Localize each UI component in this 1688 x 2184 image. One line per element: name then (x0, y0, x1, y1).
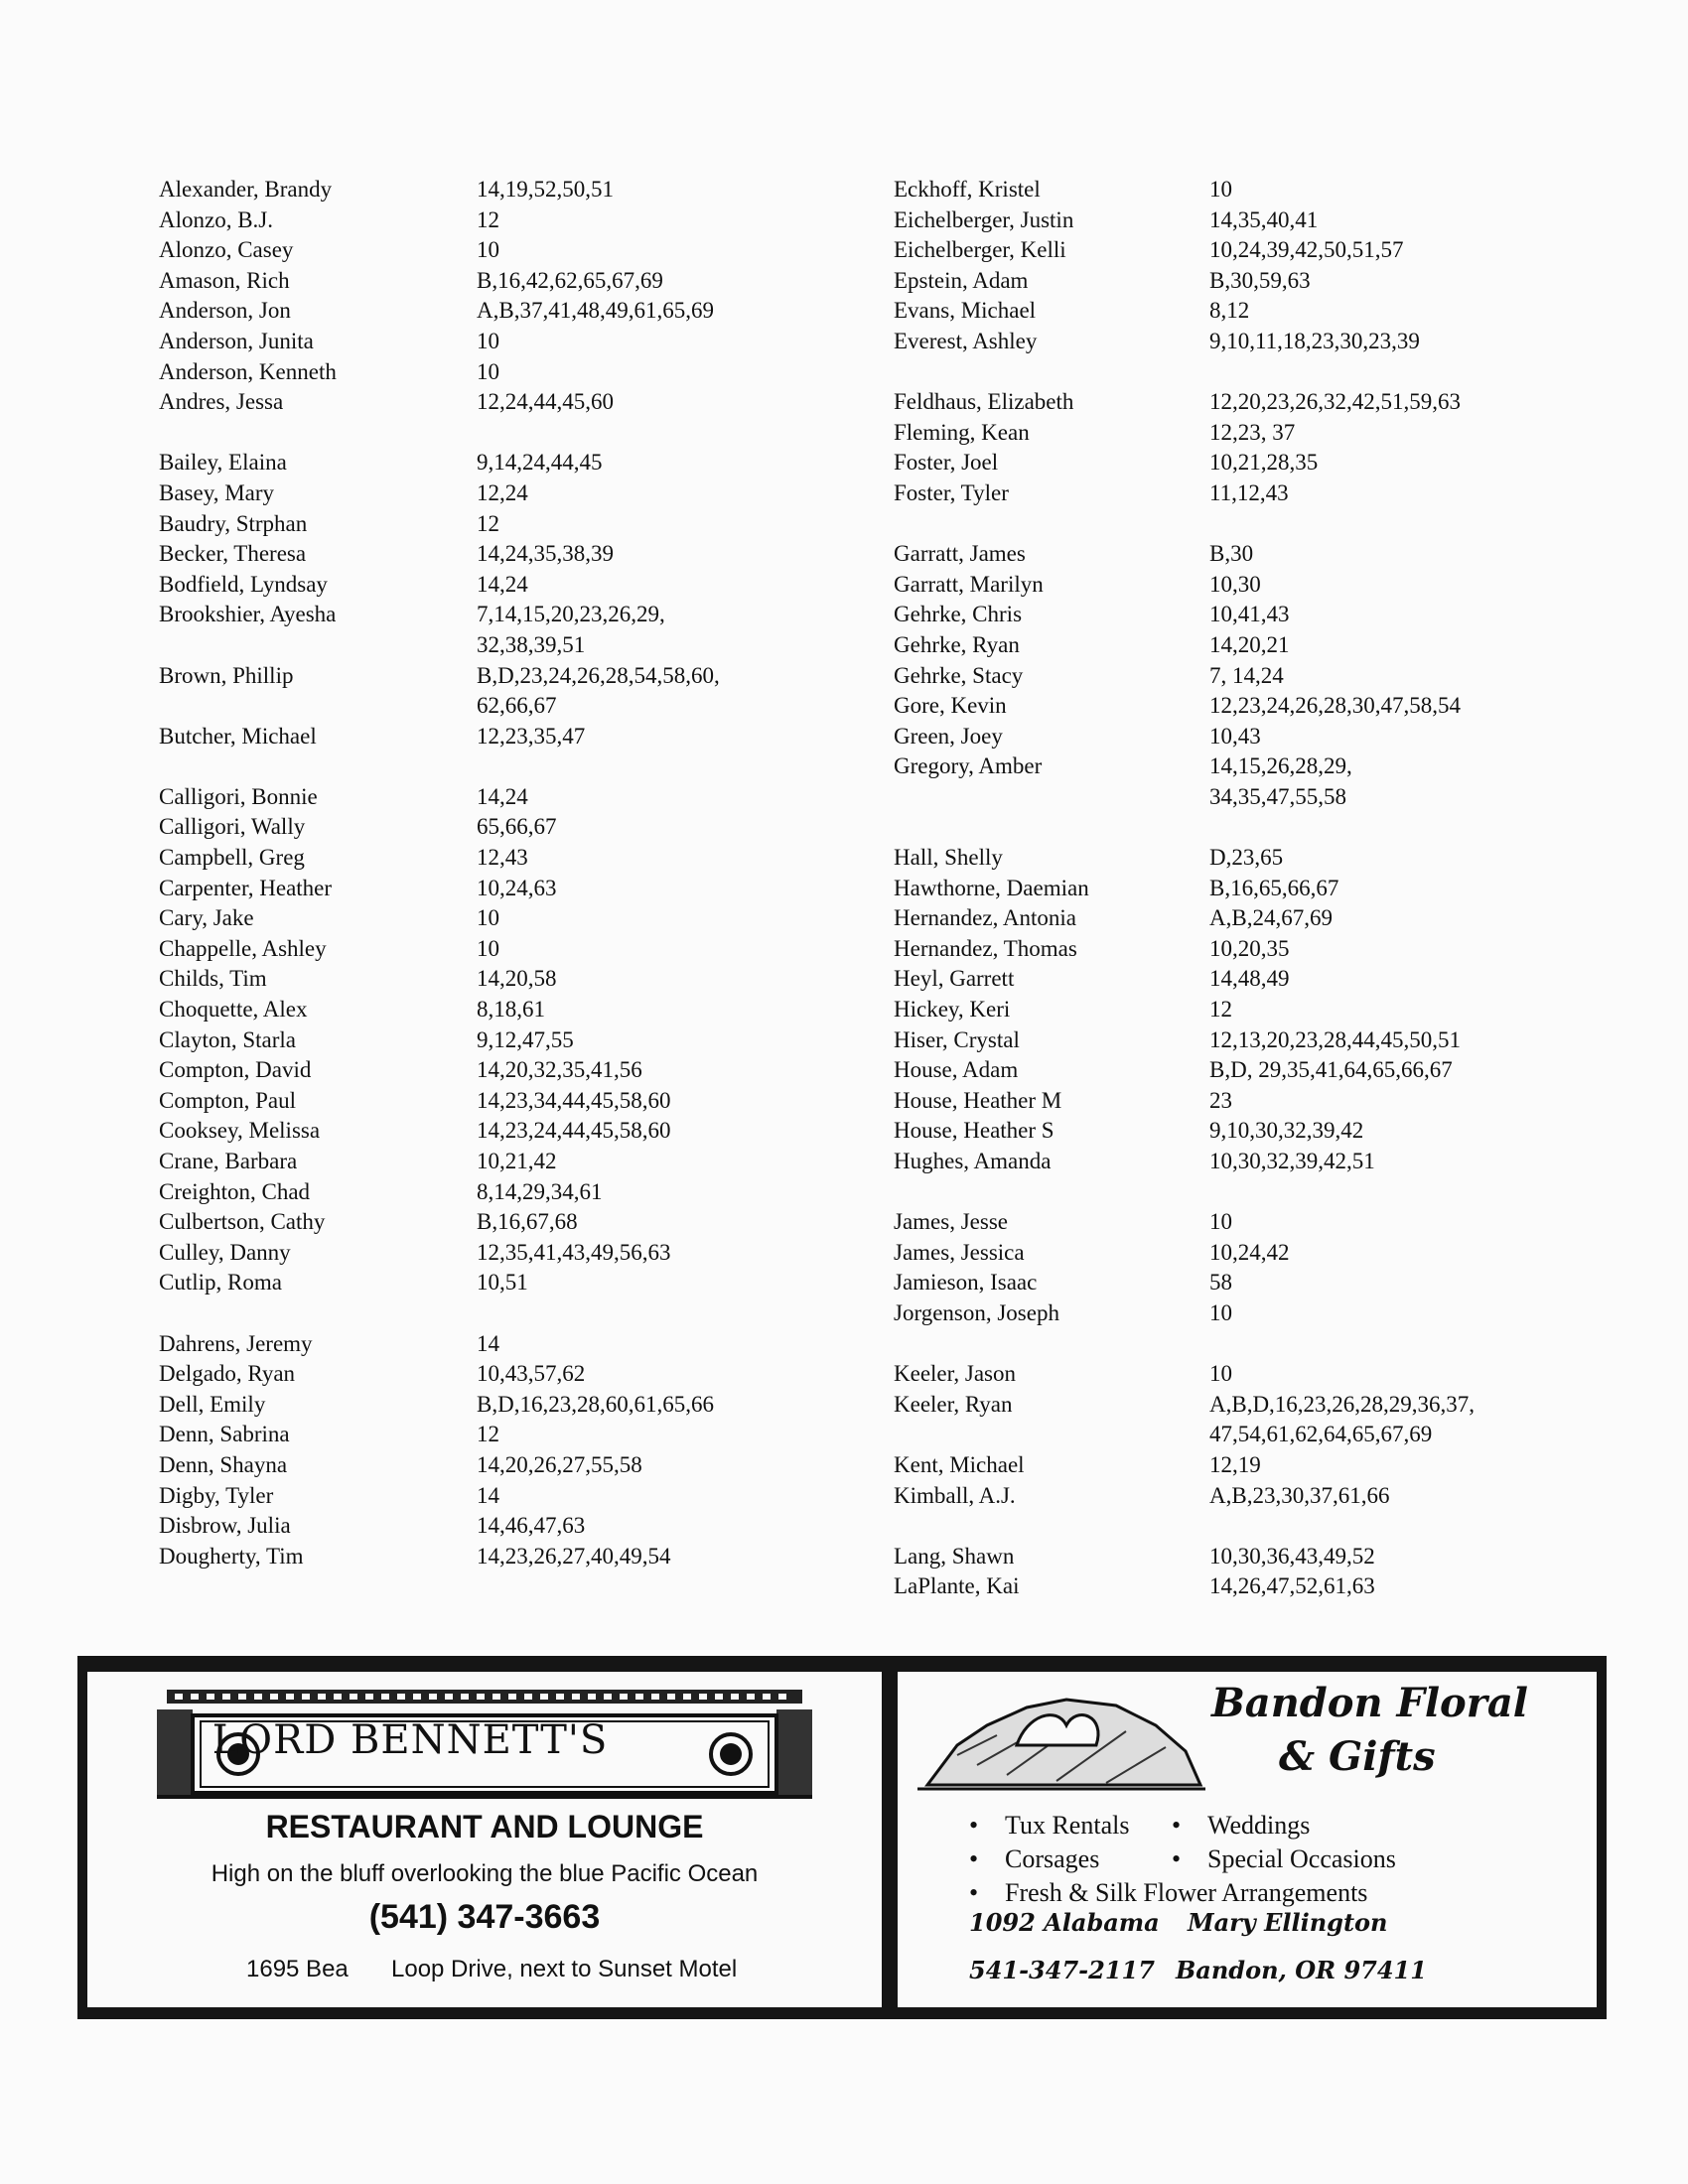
student-row (159, 539, 854, 570)
bullet-icon: • (1172, 1844, 1182, 1873)
student-row (894, 1086, 1609, 1117)
student-row (159, 1450, 854, 1481)
student-classes: 14,23,34,44,45,58,60 (477, 1087, 671, 1113)
student-row (894, 1481, 1609, 1512)
student-classes: 12,24 (477, 479, 528, 505)
student-name: Choquette, Alex (159, 997, 308, 1023)
student-row (159, 1420, 854, 1450)
student-name: Gore, Kevin (894, 693, 1007, 719)
student-row (159, 509, 854, 540)
student-name: Delgado, Ryan (159, 1361, 296, 1387)
student-classes: 10,21,42 (477, 1149, 557, 1173)
student-name: Clayton, Starla (159, 1026, 296, 1052)
student-name: Garratt, Marilyn (894, 571, 1044, 597)
student-row (894, 1268, 1609, 1298)
student-row (894, 1147, 1609, 1177)
student-name: Heyl, Garrett (894, 966, 1015, 992)
student-classes: 10 (477, 237, 499, 263)
student-classes: 10,24,42 (1209, 1239, 1290, 1265)
student-name: Amason, Rich (159, 267, 290, 293)
student-row (894, 1359, 1609, 1390)
student-classes: 62,66,67 (477, 693, 557, 719)
advertisement-band (77, 1656, 1607, 2019)
restaurant-phone: (541) 347-3663 (368, 1898, 601, 1936)
student-row (894, 1055, 1609, 1086)
student-classes: 12,13,20,23,28,44,45,50,51 (1209, 1026, 1461, 1052)
student-classes: B,16,42,62,65,67,69 (477, 267, 663, 293)
student-classes: 12,23, 37 (1209, 419, 1296, 445)
student-name: Crane, Barbara (159, 1149, 298, 1173)
student-classes: 14,24 (477, 783, 528, 809)
student-classes: 65,66,67 (477, 814, 557, 840)
student-row (159, 661, 854, 692)
service-item: • Special Occasions (1172, 1844, 1396, 1873)
section-gap (894, 357, 1609, 388)
student-row (159, 175, 854, 205)
student-name: Culley, Danny (159, 1239, 291, 1265)
student-row (894, 327, 1609, 357)
florist-name-line2: & Gifts (1279, 1733, 1436, 1780)
student-classes: 10,30,32,39,42,51 (1209, 1149, 1375, 1173)
student-classes: 14,46,47,63 (477, 1513, 586, 1539)
student-classes: 10 (477, 328, 499, 353)
restaurant-address-part2: Loop Drive, next to Sunset Motel (391, 1956, 738, 1982)
student-row (159, 327, 854, 357)
student-classes: 14,20,26,27,55,58 (477, 1451, 642, 1477)
student-row (894, 1571, 1609, 1602)
student-row (159, 1025, 854, 1056)
section-gap (159, 751, 854, 782)
student-classes: 14,24 (477, 571, 528, 597)
student-row (894, 843, 1609, 874)
student-row (159, 812, 854, 843)
bullet-icon: • (969, 1878, 979, 1907)
student-name: Creighton, Chad (159, 1178, 311, 1204)
student-name: James, Jesse (894, 1209, 1008, 1235)
student-name: Kent, Michael (894, 1451, 1025, 1477)
student-classes: 14,15,26,28,29, (1209, 753, 1352, 779)
student-row (159, 934, 854, 965)
student-classes: 9,10,11,18,23,30,23,39 (1209, 328, 1420, 353)
student-classes: 10 (477, 905, 499, 931)
student-name: Baudry, Strphan (159, 510, 308, 536)
student-name: Fleming, Kean (894, 419, 1030, 445)
student-name: Campbell, Greg (159, 845, 305, 871)
student-name: Foster, Joel (894, 450, 999, 476)
student-row (159, 387, 854, 418)
student-classes: 34,35,47,55,58 (1209, 783, 1346, 809)
student-name: Evans, Michael (894, 298, 1037, 324)
student-row (894, 1238, 1609, 1269)
student-classes: 14,35,40,41 (1209, 206, 1319, 232)
student-row (159, 357, 854, 388)
student-row (894, 1025, 1609, 1056)
student-row (159, 964, 854, 995)
student-row (159, 266, 854, 297)
student-classes: 7, 14,24 (1209, 662, 1284, 688)
section-gap (894, 1177, 1609, 1208)
student-row (159, 1268, 854, 1298)
student-name: Denn, Shayna (159, 1451, 288, 1477)
floral-rock-illustration (917, 1686, 1205, 1793)
student-classes: 10 (477, 935, 499, 961)
student-name: Green, Joey (894, 723, 1003, 749)
student-classes: 10,41,43 (1209, 602, 1290, 627)
student-name: Anderson, Jon (159, 298, 291, 324)
student-name: Gehrke, Stacy (894, 662, 1024, 688)
student-name: Alonzo, B.J. (159, 206, 273, 232)
student-name: Dougherty, Tim (159, 1543, 304, 1569)
student-row (159, 1238, 854, 1269)
student-row (159, 691, 854, 722)
student-name: Carpenter, Heather (159, 875, 333, 900)
student-classes: A,B,D,16,23,26,28,29,36,37, (1209, 1391, 1476, 1417)
student-name: Gehrke, Chris (894, 602, 1023, 627)
student-name: Cary, Jake (159, 905, 254, 931)
student-row (894, 964, 1609, 995)
student-classes: 7,14,15,20,23,26,29, (477, 602, 665, 627)
student-name: Hiser, Crystal (894, 1026, 1020, 1052)
student-name: Keeler, Jason (894, 1361, 1016, 1387)
student-name: Cooksey, Melissa (159, 1118, 321, 1144)
student-name: Andres, Jessa (159, 389, 284, 415)
student-name: House, Heather M (894, 1087, 1062, 1113)
student-name: Keeler, Ryan (894, 1391, 1013, 1417)
student-row (894, 175, 1609, 205)
student-name: Brookshier, Ayesha (159, 602, 337, 627)
student-row (159, 570, 854, 601)
student-name: Hernandez, Antonia (894, 905, 1076, 931)
student-row (159, 1481, 854, 1512)
student-classes: 14,24,35,38,39 (477, 541, 614, 567)
student-classes: 14,20,32,35,41,56 (477, 1057, 642, 1083)
student-name: Hughes, Amanda (894, 1149, 1052, 1173)
student-classes: 10,43,57,62 (477, 1361, 586, 1387)
student-classes: 10 (1209, 177, 1232, 202)
student-row (894, 903, 1609, 934)
student-row (894, 1450, 1609, 1481)
student-row (894, 570, 1609, 601)
student-classes: 58 (1209, 1270, 1232, 1296)
restaurant-address-part1: 1695 Bea (246, 1956, 349, 1982)
student-name: LaPlante, Kai (894, 1573, 1020, 1599)
service-item: • Weddings (1172, 1811, 1311, 1840)
student-classes: 10,30,36,43,49,52 (1209, 1543, 1375, 1569)
student-name: House, Heather S (894, 1118, 1055, 1144)
student-name: House, Adam (894, 1057, 1019, 1083)
student-classes: 14,26,47,52,61,63 (1209, 1573, 1375, 1599)
student-name: Lang, Shawn (894, 1543, 1015, 1569)
student-name: Anderson, Junita (159, 328, 314, 353)
student-classes: 14 (477, 1330, 499, 1356)
student-classes: 14,23,26,27,40,49,54 (477, 1543, 671, 1569)
student-name: Eckhoff, Kristel (894, 177, 1041, 202)
student-classes: 12 (1209, 997, 1232, 1023)
student-name: Bailey, Elaina (159, 450, 287, 476)
student-row (159, 1055, 854, 1086)
student-name: Alexander, Brandy (159, 177, 333, 202)
ad-bandon-floral (898, 1672, 1597, 2007)
bullet-icon: • (969, 1844, 979, 1873)
student-classes: 8,18,61 (477, 997, 545, 1023)
student-classes: 9,14,24,44,45 (477, 450, 603, 476)
student-row (159, 235, 854, 266)
student-name: Jorgenson, Joseph (894, 1299, 1059, 1325)
student-classes: 12,24,44,45,60 (477, 389, 614, 415)
florist-phone: 541-347-2117 (969, 1956, 1155, 1984)
student-classes: B,16,67,68 (477, 1209, 578, 1235)
student-row (894, 722, 1609, 752)
student-classes: 10,20,35 (1209, 935, 1290, 961)
student-name: Eichelberger, Kelli (894, 237, 1066, 263)
student-row (159, 1207, 854, 1238)
student-classes: 10 (1209, 1299, 1232, 1325)
restaurant-tagline: High on the bluff overlooking the blue Pacific Ocean (211, 1860, 759, 1887)
student-row (894, 1390, 1609, 1421)
student-name: Denn, Sabrina (159, 1422, 290, 1447)
student-name: Kimball, A.J. (894, 1482, 1016, 1508)
student-classes: 11,12,43 (1209, 479, 1289, 505)
student-name: Foster, Tyler (894, 479, 1009, 505)
student-row (159, 1359, 854, 1390)
student-row (159, 1116, 854, 1147)
student-row (159, 296, 854, 327)
student-name (159, 691, 477, 722)
student-row (894, 1542, 1609, 1572)
student-row (894, 1420, 1609, 1450)
student-name: Digby, Tyler (159, 1482, 274, 1508)
student-name: Childs, Tim (159, 966, 267, 992)
student-classes: 12 (477, 510, 499, 536)
student-classes: 10 (1209, 1361, 1232, 1387)
student-name: Basey, Mary (159, 479, 275, 505)
student-classes: A,B,23,30,37,61,66 (1209, 1482, 1390, 1508)
student-name: Gehrke, Ryan (894, 631, 1020, 657)
student-classes: 9,12,47,55 (477, 1026, 574, 1052)
student-row (159, 1147, 854, 1177)
student-row (159, 1329, 854, 1360)
student-name (894, 782, 1209, 813)
student-classes: A,B,24,67,69 (1209, 905, 1333, 931)
student-name: Butcher, Michael (159, 723, 317, 749)
student-classes: 12,43 (477, 845, 528, 871)
student-row (159, 205, 854, 236)
student-classes: 12,35,41,43,49,56,63 (477, 1239, 671, 1265)
student-classes: D,23,65 (1209, 845, 1284, 871)
student-name: Anderson, Kenneth (159, 358, 337, 384)
students-column-left (159, 175, 854, 1571)
florist-owner: Mary Ellington (1188, 1908, 1388, 1937)
bullet-icon: • (969, 1811, 979, 1840)
section-gap (894, 812, 1609, 843)
student-classes: 10,24,63 (477, 875, 557, 900)
student-name: Jamieson, Isaac (894, 1270, 1038, 1296)
student-row (894, 630, 1609, 661)
student-row (894, 874, 1609, 904)
section-gap (894, 1329, 1609, 1360)
student-name: Compton, David (159, 1057, 312, 1083)
student-classes: 10,21,28,35 (1209, 450, 1319, 476)
student-name: Calligori, Wally (159, 814, 306, 840)
student-classes: B,D, 29,35,41,64,65,66,67 (1209, 1057, 1453, 1083)
student-classes: 12 (477, 1422, 499, 1447)
student-row (894, 1116, 1609, 1147)
student-classes: B,30,59,63 (1209, 267, 1311, 293)
student-classes: A,B,37,41,48,49,61,65,69 (477, 298, 714, 324)
student-row (894, 478, 1609, 509)
student-name: Culbertson, Cathy (159, 1209, 326, 1235)
section-gap (894, 509, 1609, 540)
student-classes: B,D,16,23,28,60,61,65,66 (477, 1391, 714, 1417)
student-classes: 8,12 (1209, 298, 1250, 324)
student-row (159, 1086, 854, 1117)
student-row (894, 934, 1609, 965)
student-name: Epstein, Adam (894, 267, 1029, 293)
section-gap (894, 1511, 1609, 1542)
student-row (894, 296, 1609, 327)
student-row (159, 1511, 854, 1542)
service-item: • Tux Rentals (969, 1811, 1130, 1840)
student-row (159, 782, 854, 813)
student-name: Alonzo, Casey (159, 237, 294, 263)
student-classes: 32,38,39,51 (477, 631, 586, 657)
student-name: Brown, Phillip (159, 662, 294, 688)
student-name: Bodfield, Lyndsay (159, 571, 328, 597)
section-gap (159, 1298, 854, 1329)
student-name: Everest, Ashley (894, 328, 1038, 353)
restaurant-name: LORD BENNETT'S (211, 1717, 609, 1763)
student-name: Hernandez, Thomas (894, 935, 1077, 961)
student-name: Dahrens, Jeremy (159, 1330, 313, 1356)
student-name: Dell, Emily (159, 1391, 266, 1417)
student-classes: 8,14,29,34,61 (477, 1178, 603, 1204)
student-name: Hickey, Keri (894, 997, 1011, 1023)
student-name: Feldhaus, Elizabeth (894, 389, 1074, 415)
student-row (894, 448, 1609, 478)
student-row (894, 235, 1609, 266)
student-classes: 10,51 (477, 1270, 528, 1296)
student-name: Chappelle, Ashley (159, 935, 327, 961)
student-row (894, 205, 1609, 236)
student-classes: 47,54,61,62,64,65,67,69 (1209, 1422, 1433, 1447)
florist-city: Bandon, OR 97411 (1176, 1956, 1427, 1984)
student-row (159, 1390, 854, 1421)
section-gap (159, 418, 854, 449)
student-classes: 12,19 (1209, 1451, 1261, 1477)
student-name: Cutlip, Roma (159, 1270, 282, 1296)
ad-lord-bennetts (87, 1672, 882, 2007)
student-row (894, 387, 1609, 418)
student-name (159, 630, 477, 661)
student-name: Hall, Shelly (894, 845, 1003, 871)
students-column-right (894, 175, 1609, 1602)
student-row (894, 691, 1609, 722)
student-classes: 14,23,24,44,45,58,60 (477, 1118, 671, 1144)
student-name: Hawthorne, Daemian (894, 875, 1089, 900)
service-item: • Corsages (969, 1844, 1100, 1873)
student-row (159, 843, 854, 874)
student-row (159, 903, 854, 934)
student-name: Garratt, James (894, 541, 1026, 567)
student-classes: 12 (477, 206, 499, 232)
student-name: Eichelberger, Justin (894, 206, 1074, 232)
student-classes: 14,20,21 (1209, 631, 1290, 657)
student-row (894, 995, 1609, 1025)
student-row (894, 539, 1609, 570)
student-classes: 10,30 (1209, 571, 1261, 597)
student-name: Disbrow, Julia (159, 1513, 291, 1539)
student-classes: 12,23,35,47 (477, 723, 586, 749)
student-name: Gregory, Amber (894, 753, 1043, 779)
student-row (159, 1542, 854, 1572)
restaurant-subtitle: RESTAURANT AND LOUNGE (265, 1809, 704, 1844)
student-classes: 14,19,52,50,51 (477, 177, 614, 202)
student-classes: 10,24,39,42,50,51,57 (1209, 237, 1404, 263)
florist-name-line1: Bandon Floral (1211, 1680, 1528, 1726)
student-classes: 23 (1209, 1087, 1232, 1113)
student-row (894, 661, 1609, 692)
student-classes: 9,10,30,32,39,42 (1209, 1118, 1364, 1144)
student-name: James, Jessica (894, 1239, 1025, 1265)
student-classes: 10,43 (1209, 723, 1261, 749)
student-row (894, 600, 1609, 630)
student-row (894, 1207, 1609, 1238)
student-classes: 12,23,24,26,28,30,47,58,54 (1209, 693, 1461, 719)
student-row (159, 874, 854, 904)
student-classes: 10 (1209, 1209, 1232, 1235)
student-row (894, 266, 1609, 297)
bullet-icon: • (1172, 1811, 1182, 1840)
student-name: Calligori, Bonnie (159, 783, 318, 809)
student-classes: 14 (477, 1482, 499, 1508)
student-name: Compton, Paul (159, 1087, 297, 1113)
student-classes: 10 (477, 358, 499, 384)
student-row (159, 600, 854, 630)
student-classes: B,D,23,24,26,28,54,58,60, (477, 662, 720, 688)
student-row (159, 448, 854, 478)
student-classes: 14,48,49 (1209, 966, 1290, 992)
student-row (894, 418, 1609, 449)
student-row (159, 995, 854, 1025)
student-row (894, 751, 1609, 782)
student-classes: 14,20,58 (477, 966, 557, 992)
student-classes: B,30 (1209, 541, 1254, 567)
student-row (159, 630, 854, 661)
student-row (159, 478, 854, 509)
student-classes: B,16,65,66,67 (1209, 875, 1339, 900)
student-name (894, 1420, 1209, 1450)
florist-street: 1092 Alabama (969, 1908, 1160, 1937)
student-name: Becker, Theresa (159, 541, 307, 567)
service-item: • Fresh & Silk Flower Arrangements (969, 1878, 1368, 1907)
student-row (894, 1298, 1609, 1329)
student-row (894, 782, 1609, 813)
student-row (159, 1177, 854, 1208)
student-classes: 12,20,23,26,32,42,51,59,63 (1209, 389, 1461, 415)
student-row (159, 722, 854, 752)
